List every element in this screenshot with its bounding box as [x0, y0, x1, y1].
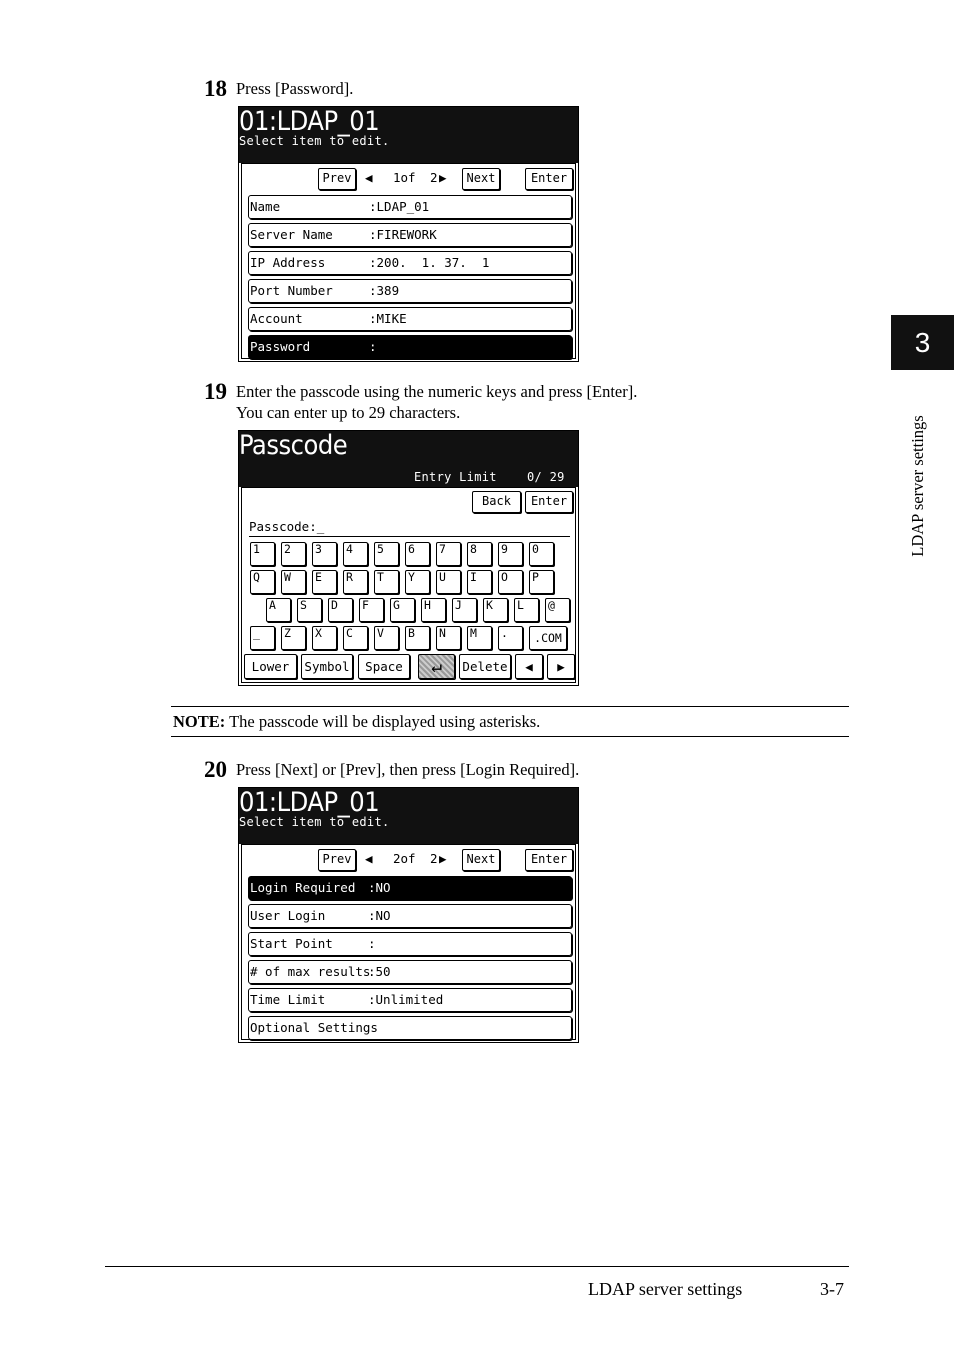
note-bottom-rule — [171, 736, 849, 737]
screen-body — [241, 844, 576, 1040]
step-instruction-detail: You can enter up to 29 characters. — [236, 403, 461, 422]
screen-title: 01:LDAP_01 — [239, 787, 380, 818]
keyboard-key[interactable]: Z — [281, 626, 306, 650]
note — [173, 711, 540, 732]
step-number: 19 — [204, 379, 227, 404]
keyboard-key[interactable]: 8 — [467, 542, 492, 566]
note-label: NOTE: — [173, 712, 226, 731]
keyboard-key[interactable]: M — [467, 626, 492, 650]
page-total: 2 — [430, 851, 438, 866]
setting-row-name[interactable]: Name :LDAP_01 — [248, 195, 572, 219]
keyboard-key[interactable]: K — [483, 598, 508, 622]
step-number: 20 — [204, 757, 227, 782]
enter-button[interactable]: Enter — [525, 168, 573, 190]
keyboard-key[interactable]: E — [312, 570, 337, 594]
return-key-icon[interactable]: ↵ — [418, 654, 455, 679]
page-indicator: 1of — [393, 170, 416, 185]
screen-body — [241, 487, 576, 683]
prev-arrow-icon[interactable]: ◀ — [365, 170, 373, 185]
keyboard-key[interactable]: W — [281, 570, 306, 594]
chapter-side-label: LDAP server settings — [908, 415, 927, 557]
footer-title: LDAP server settings — [588, 1279, 743, 1299]
ldap-edit-screen-page2 — [238, 787, 579, 1043]
screen-header — [239, 107, 578, 163]
prev-button[interactable]: Prev — [318, 168, 356, 190]
keyboard-key[interactable]: 6 — [405, 542, 430, 566]
keyboard-key[interactable]: Y — [405, 570, 430, 594]
screen-subtitle: Select item to edit. — [239, 134, 390, 148]
keyboard-key[interactable]: X — [312, 626, 337, 650]
symbol-key[interactable]: Symbol — [301, 654, 353, 679]
entry-limit-label: Entry Limit — [414, 470, 497, 484]
setting-row-optional-settings[interactable]: Optional Settings — [248, 1016, 572, 1040]
keyboard-key[interactable]: 5 — [374, 542, 399, 566]
keyboard-key[interactable]: N — [436, 626, 461, 650]
step-instruction: Press [Password]. — [236, 79, 354, 98]
setting-row-time-limit[interactable]: Time Limit :Unlimited — [248, 988, 572, 1012]
enter-button[interactable]: Enter — [525, 849, 573, 871]
screen-title: Passcode — [239, 430, 348, 461]
keyboard-key[interactable]: L — [514, 598, 539, 622]
keyboard-key[interactable]: I — [467, 570, 492, 594]
keyboard-key[interactable]: B — [405, 626, 430, 650]
next-arrow-icon[interactable]: ▶ — [439, 170, 447, 185]
setting-row-max-results[interactable]: # of max results :50 — [248, 960, 572, 984]
cursor-right-icon[interactable]: ▶ — [547, 654, 575, 679]
footer-page-number: 3-7 — [820, 1279, 844, 1299]
prev-button[interactable]: Prev — [318, 849, 356, 871]
keyboard-key[interactable]: U — [436, 570, 461, 594]
keyboard-key[interactable]: _ — [250, 626, 275, 650]
keyboard-key[interactable]: D — [328, 598, 353, 622]
next-arrow-icon[interactable]: ▶ — [439, 851, 447, 866]
keyboard-key[interactable]: 9 — [498, 542, 523, 566]
keyboard-key[interactable]: S — [297, 598, 322, 622]
keyboard-key[interactable]: G — [390, 598, 415, 622]
setting-row-user-login[interactable]: User Login :NO — [248, 904, 572, 928]
keyboard-key[interactable]: O — [498, 570, 523, 594]
keyboard-key[interactable]: 2 — [281, 542, 306, 566]
screen-header — [239, 431, 578, 487]
step-number: 18 — [204, 76, 227, 101]
setting-row-password[interactable]: Password : — [248, 335, 572, 359]
keyboard-key[interactable]: C — [343, 626, 368, 650]
keyboard-key[interactable]: J — [452, 598, 477, 622]
keyboard-key[interactable]: Q — [250, 570, 275, 594]
setting-row-server-name[interactable]: Server Name :FIREWORK — [248, 223, 572, 247]
lower-key[interactable]: Lower — [244, 654, 297, 679]
ldap-edit-screen-page1 — [238, 106, 579, 362]
step-instruction: Press [Next] or [Prev], then press [Login Required]. — [236, 760, 580, 779]
next-button[interactable]: Next — [462, 168, 500, 190]
keyboard-key[interactable]: A — [266, 598, 291, 622]
delete-key[interactable]: Delete — [459, 654, 511, 679]
keyboard-key[interactable]: P — [529, 570, 554, 594]
next-button[interactable]: Next — [462, 849, 500, 871]
space-key[interactable]: Space — [358, 654, 410, 679]
dotcom-key[interactable]: .COM — [529, 626, 567, 650]
passcode-field[interactable]: Passcode:_ — [249, 519, 325, 534]
step-instruction: Enter the passcode using the numeric keys and press [Enter]. — [236, 382, 638, 401]
keyboard-key[interactable]: 1 — [250, 542, 275, 566]
keyboard-key[interactable]: 0 — [529, 542, 554, 566]
keyboard-key[interactable]: V — [374, 626, 399, 650]
setting-row-ip-address[interactable]: IP Address :200. 1. 37. 1 — [248, 251, 572, 275]
page-total: 2 — [430, 170, 438, 185]
enter-button[interactable]: Enter — [525, 491, 573, 513]
back-button[interactable]: Back — [472, 491, 521, 513]
screen-body — [241, 163, 576, 359]
setting-row-start-point[interactable]: Start Point : — [248, 932, 572, 956]
keyboard-key[interactable]: 7 — [436, 542, 461, 566]
keyboard-key[interactable]: F — [359, 598, 384, 622]
field-underline — [249, 536, 570, 537]
setting-row-account[interactable]: Account :MIKE — [248, 307, 572, 331]
footer-rule — [105, 1266, 849, 1267]
screen-header — [239, 788, 578, 844]
keyboard-key[interactable]: R — [343, 570, 368, 594]
keyboard-key[interactable]: H — [421, 598, 446, 622]
prev-arrow-icon[interactable]: ◀ — [365, 851, 373, 866]
chapter-tab: 3 — [891, 315, 954, 370]
page-indicator: 2of — [393, 851, 416, 866]
note-text: The passcode will be displayed using asterisks. — [229, 712, 541, 731]
cursor-left-icon[interactable]: ◀ — [515, 654, 543, 679]
screen-subtitle: Select item to edit. — [239, 815, 390, 829]
setting-row-login-required[interactable]: Login Required :NO — [248, 876, 572, 900]
keyboard-key[interactable]: 4 — [343, 542, 368, 566]
note-top-rule — [171, 706, 849, 707]
screen-title: 01:LDAP_01 — [239, 106, 380, 137]
setting-row-port-number[interactable]: Port Number :389 — [248, 279, 572, 303]
entry-count: 0/ 29 — [527, 470, 565, 484]
keyboard-key[interactable]: 3 — [312, 542, 337, 566]
keyboard-key[interactable]: @ — [545, 598, 570, 622]
keyboard-key[interactable]: T — [374, 570, 399, 594]
passcode-screen — [238, 430, 579, 686]
keyboard-key[interactable]: . — [498, 626, 523, 650]
